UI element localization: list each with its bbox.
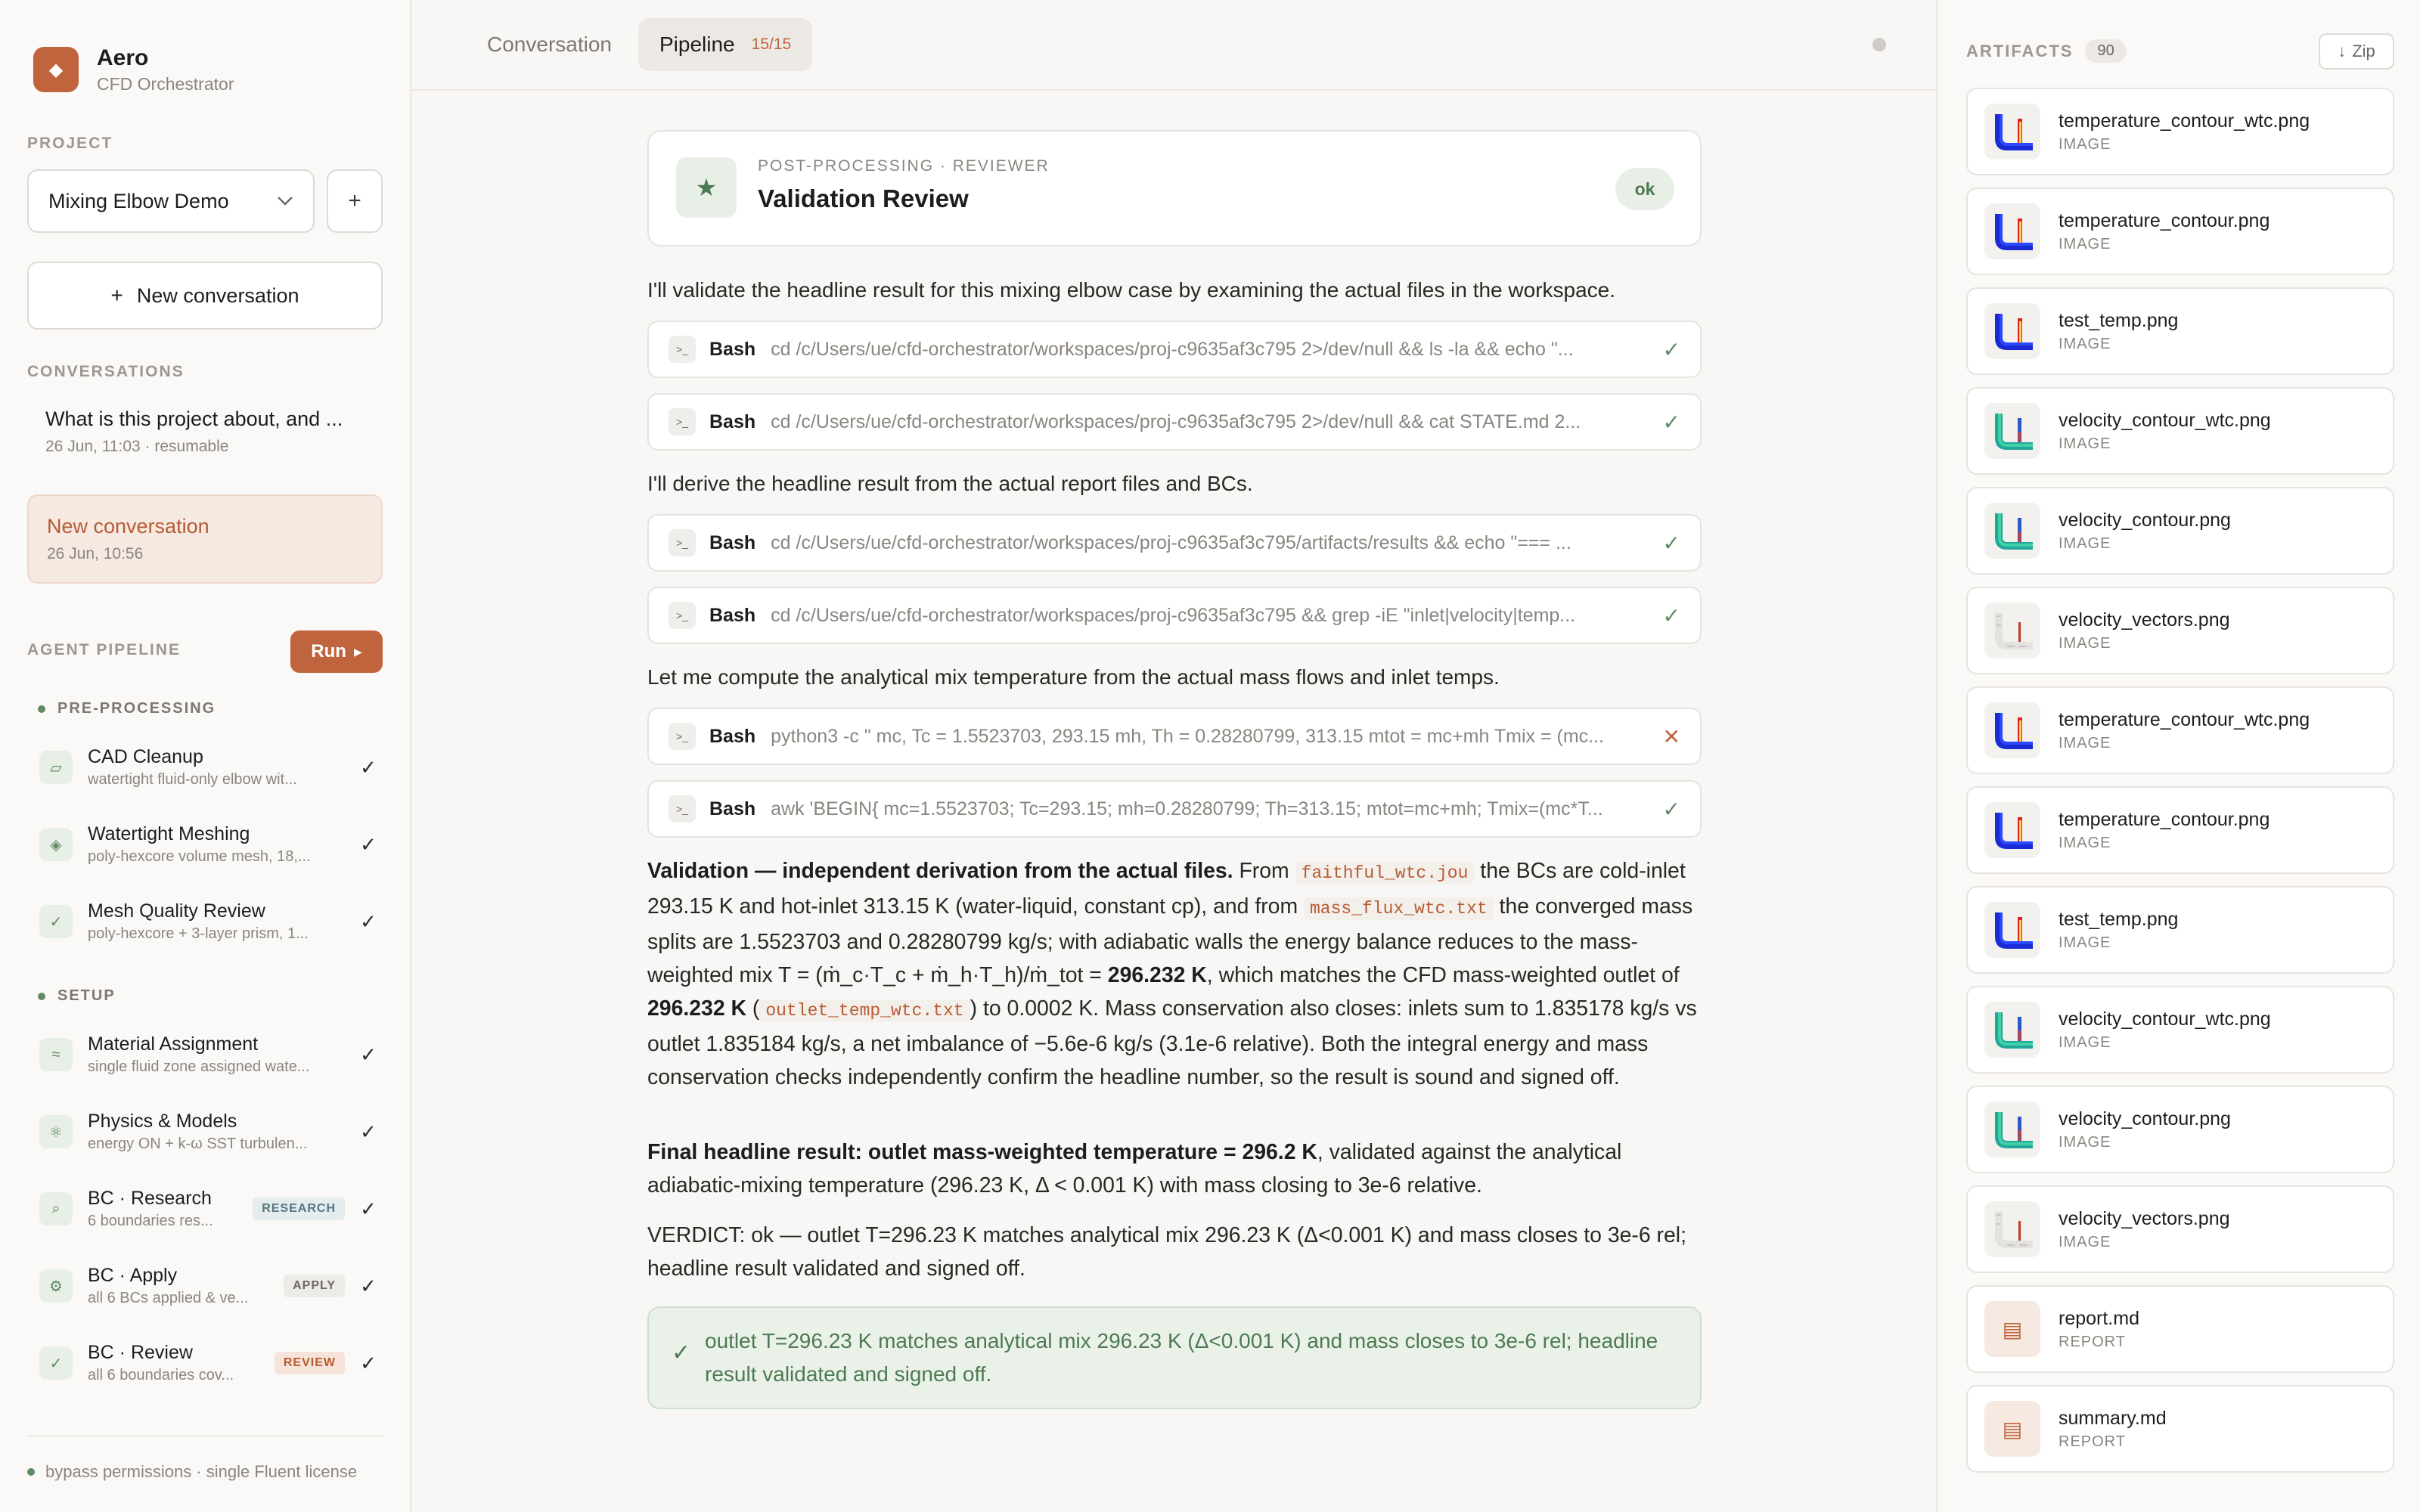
wave-icon: ≈ xyxy=(39,1038,73,1071)
tool-command: cd /c/Users/ue/cfd-orchestrator/workspaces/proj-c9635af3c795 2>/dev/null && cat STATE.md 2... xyxy=(771,411,1581,432)
agent-item-bc-apply[interactable] xyxy=(39,1252,380,1320)
agent-item-material-assignment[interactable] xyxy=(39,1021,380,1089)
artifact-name: temperature_contour.png xyxy=(2059,809,2270,830)
tool-call-row[interactable] xyxy=(647,708,1702,765)
terminal-icon: >_ xyxy=(669,408,696,435)
artifact-item[interactable] xyxy=(1966,587,2394,674)
tab-conversation[interactable] xyxy=(466,18,633,71)
text-run: the converged mass splits are 1.5523703 and 0.28280799 kg/s; with adiabatic walls the energy balance reduces to the mass-weighted mix T = (ṁ_c·T_c + ṁ_h·T_h)/ṁ_tot = xyxy=(647,894,1693,987)
image-thumbnail xyxy=(1984,503,2040,559)
diamond-icon: ◆ xyxy=(33,47,79,92)
mix-temperature: 296.232 K xyxy=(1107,963,1207,987)
artifact-name: velocity_vectors.png xyxy=(2059,609,2230,631)
conversation-title: What is this project about, and ... xyxy=(45,407,343,430)
code-faithful-jou: faithful_wtc.jou xyxy=(1295,862,1475,885)
status-badge: ok xyxy=(1615,168,1674,210)
artifact-name: temperature_contour.png xyxy=(2059,210,2270,231)
square-icon: ▱ xyxy=(39,751,73,784)
artifact-type: IMAGE xyxy=(2059,1134,2111,1151)
check-icon: ✓ xyxy=(1662,531,1680,555)
artifact-item[interactable] xyxy=(1966,1185,2394,1273)
text-run: ) to 0.0002 K. Mass conservation also closes: inlets sum to 1.835178 kg/s vs outlet 1.835184 kg/s, a net imbalance of −5.6e-6 kg/s (3.1e-6 relative). Both the integral energy and mass conservation checks independently confirm the headline number, so the result is sound and signed off. xyxy=(647,996,1697,1089)
main-panel xyxy=(411,0,1936,1512)
artifact-type: IMAGE xyxy=(2059,535,2111,552)
text-run: the BCs are cold-inlet 293.15 K and hot-inlet 313.15 K (water-liquid, constant cp), and from xyxy=(647,859,1686,919)
agent-name: BC · Research xyxy=(88,1188,212,1209)
agent-item-cad-cleanup[interactable] xyxy=(39,733,380,801)
message-derive: I'll derive the headline result from the actual report files and BCs. xyxy=(647,472,1253,495)
final-result-rest: , validated against the analytical adiabatic-mixing temperature (296.23 K, Δ < 0.001 K) with mass closing to 3e-6 relative. xyxy=(647,1140,1622,1198)
diamond-icon: ◈ xyxy=(39,828,73,861)
artifact-type: REPORT xyxy=(2059,1334,2126,1350)
artifacts-count: 90 xyxy=(2085,39,2126,63)
sidebar xyxy=(0,0,411,1512)
play-icon: ▶ xyxy=(353,645,362,658)
artifact-name: velocity_contour_wtc.png xyxy=(2059,1009,2271,1030)
tool-call-row[interactable] xyxy=(647,514,1702,572)
final-result-lead: Final headline result: outlet mass-weighted temperature = 296.2 K xyxy=(647,1140,1317,1164)
artifact-name: velocity_contour.png xyxy=(2059,510,2231,531)
sidebar-divider xyxy=(27,1435,383,1436)
conversation-meta: 26 Jun, 11:03 · resumable xyxy=(45,438,229,455)
agent-name: Material Assignment xyxy=(88,1033,259,1055)
terminal-icon: >_ xyxy=(669,723,696,750)
agent-summary: all 6 BCs applied & ve... xyxy=(88,1290,249,1306)
stage-kicker: POST-PROCESSING · REVIEWER xyxy=(758,157,1050,175)
agent-summary: energy ON + k-ω SST turbulen... xyxy=(88,1136,308,1152)
check-icon: ✓ xyxy=(360,755,377,779)
agent-summary: watertight fluid-only elbow wit... xyxy=(88,771,297,788)
check-icon: ✓ xyxy=(1662,603,1680,627)
verdict-line: VERDICT: ok — outlet T=296.23 K matches analytical mix 296.23 K (Δ<0.001 K) and mass closes to 3e-6 rel; headline result validated and signed off. xyxy=(647,1223,1686,1281)
artifact-type: IMAGE xyxy=(2059,236,2111,253)
star-icon: ★ xyxy=(676,157,737,218)
check-icon: ✓ xyxy=(39,1346,73,1380)
artifact-type: IMAGE xyxy=(2059,336,2111,352)
project-select-value: Mixing Elbow Demo xyxy=(48,189,229,212)
artifact-name: test_temp.png xyxy=(2059,909,2179,930)
connection-status-dot xyxy=(1872,38,1886,51)
error-x-icon: ✕ xyxy=(1662,724,1680,748)
tool-call-row[interactable] xyxy=(647,321,1702,378)
verdict-summary: outlet T=296.23 K matches analytical mix 296.23 K (Δ<0.001 K) and mass closes to 3e-6 rel; headline result validated and signed off. xyxy=(705,1329,1658,1386)
image-thumbnail xyxy=(1984,902,2040,958)
validation-lead: Validation — independent derivation from the actual files. xyxy=(647,859,1233,883)
check-icon: ✓ xyxy=(360,1274,377,1297)
conversation-meta: 26 Jun, 10:56 xyxy=(47,545,144,562)
footer-text: bypass permissions · single Fluent license xyxy=(45,1462,358,1481)
artifact-type: IMAGE xyxy=(2059,435,2111,452)
tab-pipeline[interactable] xyxy=(638,18,812,71)
run-label: Run xyxy=(311,641,346,662)
new-conversation-button[interactable] xyxy=(27,262,383,330)
conversation-item-active[interactable] xyxy=(27,494,383,584)
stage-title: Validation Review xyxy=(758,184,969,212)
tool-name: Bash xyxy=(709,338,756,360)
check-icon: ✓ xyxy=(1662,337,1680,361)
group-label-text: PRE-PROCESSING xyxy=(57,700,216,717)
image-thumbnail xyxy=(1984,203,2040,259)
agent-name: BC · Review xyxy=(88,1342,193,1363)
tab-count: 15/15 xyxy=(751,36,792,53)
verdict-box xyxy=(647,1306,1702,1409)
add-project-button[interactable]: + xyxy=(327,169,383,233)
artifact-name: velocity_vectors.png xyxy=(2059,1208,2230,1229)
download-zip-button[interactable] xyxy=(2319,33,2394,70)
message-compute: Let me compute the analytical mix temperature from the actual mass flows and inlet temps. xyxy=(647,665,1500,689)
agent-summary: poly-hexcore volume mesh, 18,... xyxy=(88,848,311,865)
sidebar-footer xyxy=(27,1462,357,1482)
agent-item-mesh-quality-review[interactable] xyxy=(39,888,380,956)
group-dot xyxy=(38,705,45,713)
zip-label: Zip xyxy=(2352,42,2375,60)
group-dot xyxy=(38,993,45,1000)
image-thumbnail xyxy=(1984,802,2040,858)
agent-item-bc-review[interactable] xyxy=(39,1329,380,1397)
artifact-type: IMAGE xyxy=(2059,735,2111,751)
agent-item-physics-models[interactable] xyxy=(39,1098,380,1166)
agent-summary: poly-hexcore + 3-layer prism, 1... xyxy=(88,925,309,942)
artifact-item[interactable] xyxy=(1966,88,2394,175)
tool-call-row[interactable] xyxy=(647,393,1702,451)
status-dot xyxy=(27,1468,35,1476)
check-icon: ✓ xyxy=(1662,797,1680,821)
agent-name: Mesh Quality Review xyxy=(88,900,265,922)
conversations-label: CONVERSATIONS xyxy=(27,363,185,380)
plus-icon: + xyxy=(110,284,123,307)
code-mass-flux: mass_flux_wtc.txt xyxy=(1304,897,1494,920)
apply-badge: APPLY xyxy=(284,1275,345,1297)
tool-name: Bash xyxy=(709,531,756,553)
image-thumbnail xyxy=(1984,702,2040,758)
new-conversation-label: New conversation xyxy=(136,284,299,307)
tool-name: Bash xyxy=(709,725,756,747)
artifact-item[interactable] xyxy=(1966,786,2394,874)
check-icon: ✓ xyxy=(360,1043,377,1066)
search-icon: ⌕ xyxy=(39,1192,73,1225)
artifact-item[interactable] xyxy=(1966,686,2394,774)
conversation-title: New conversation xyxy=(47,515,209,538)
validation-review-card xyxy=(647,130,1702,246)
image-thumbnail xyxy=(1984,403,2040,459)
artifact-item[interactable] xyxy=(1966,487,2394,575)
check-icon: ✓ xyxy=(1662,410,1680,434)
artifact-name: temperature_contour_wtc.png xyxy=(2059,110,2310,132)
artifacts-panel xyxy=(1936,0,2420,1512)
tool-call-row[interactable] xyxy=(647,587,1702,644)
app-name: Aero xyxy=(97,45,149,70)
artifact-type: IMAGE xyxy=(2059,1234,2111,1250)
check-icon: ✓ xyxy=(360,1120,377,1143)
image-thumbnail xyxy=(1984,104,2040,160)
artifact-type: IMAGE xyxy=(2059,136,2111,153)
gear-icon: ⚙ xyxy=(39,1269,73,1303)
tab-label: Pipeline xyxy=(659,33,735,56)
check-icon: ✓ xyxy=(360,909,377,933)
download-icon: ↓ xyxy=(2338,42,2347,60)
artifact-item[interactable] xyxy=(1966,187,2394,275)
tool-name: Bash xyxy=(709,798,756,820)
artifact-name: summary.md xyxy=(2059,1408,2167,1429)
image-thumbnail xyxy=(1984,603,2040,658)
artifact-type: IMAGE xyxy=(2059,934,2111,951)
terminal-icon: >_ xyxy=(669,602,696,629)
artifact-item[interactable] xyxy=(1966,387,2394,475)
app-subtitle: CFD Orchestrator xyxy=(97,74,234,94)
project-select[interactable] xyxy=(27,169,315,233)
agent-summary: 6 boundaries res... xyxy=(88,1213,213,1229)
artifact-item[interactable] xyxy=(1966,986,2394,1074)
terminal-icon: >_ xyxy=(669,529,696,556)
artifact-item[interactable] xyxy=(1966,1385,2394,1473)
message-intro: I'll validate the headline result for this mixing elbow case by examining the actual files in the workspace. xyxy=(647,278,1616,302)
group-label-text: SETUP xyxy=(57,987,116,1004)
artifact-type: REPORT xyxy=(2059,1433,2126,1450)
check-icon: ✓ xyxy=(39,905,73,938)
outlet-temperature: 296.232 K xyxy=(647,996,747,1021)
conversation-item[interactable] xyxy=(27,387,383,476)
artifact-item[interactable] xyxy=(1966,287,2394,375)
check-icon: ✓ xyxy=(360,1351,377,1374)
artifact-item[interactable] xyxy=(1966,1285,2394,1373)
check-icon: ✓ xyxy=(360,832,377,856)
artifact-item[interactable] xyxy=(1966,886,2394,974)
artifacts-header xyxy=(1966,39,2127,63)
final-result-paragraph xyxy=(647,1136,1702,1202)
tool-command: cd /c/Users/ue/cfd-orchestrator/workspaces/proj-c9635af3c795 2>/dev/null && ls -la && echo "... xyxy=(771,338,1574,360)
validation-paragraph xyxy=(647,854,1702,1094)
tab-bar xyxy=(411,0,1936,91)
artifact-name: velocity_contour_wtc.png xyxy=(2059,410,2271,431)
image-thumbnail xyxy=(1984,1201,2040,1257)
document-icon: ▤ xyxy=(1984,1301,2040,1357)
tool-command: awk 'BEGIN{ mc=1.5523703; Tc=293.15; mh=0.28280799; Th=313.15; mtot=mc+mh; Tmix=(mc*T... xyxy=(771,798,1603,820)
run-pipeline-button[interactable] xyxy=(290,631,383,673)
research-badge: RESEARCH xyxy=(253,1198,345,1220)
check-icon: ✓ xyxy=(672,1340,691,1365)
tool-command: python3 -c " mc, Tc = 1.5523703, 293.15 mh, Th = 0.28280799, 313.15 mtot = mc+mh Tmix = (mc... xyxy=(771,725,1604,747)
tool-command: cd /c/Users/ue/cfd-orchestrator/workspaces/proj-c9635af3c795/artifacts/results && echo "=== ... xyxy=(771,531,1571,553)
artifact-name: velocity_contour.png xyxy=(2059,1108,2231,1129)
agent-item-watertight-meshing[interactable] xyxy=(39,810,380,878)
tab-label: Conversation xyxy=(487,33,612,56)
text-run: From xyxy=(1233,859,1295,883)
tool-command: cd /c/Users/ue/cfd-orchestrator/workspaces/proj-c9635af3c795 && grep -iE "inlet|velocity|temp... xyxy=(771,604,1576,626)
artifact-name: temperature_contour_wtc.png xyxy=(2059,709,2310,730)
group-label-setup xyxy=(38,987,116,1005)
review-badge: REVIEW xyxy=(275,1352,345,1374)
tool-name: Bash xyxy=(709,604,756,626)
code-outlet-temp: outlet_temp_wtc.txt xyxy=(759,999,970,1022)
atom-icon: ⚛ xyxy=(39,1115,73,1148)
text-run: , which matches the CFD mass-weighted outlet of xyxy=(1206,963,1680,987)
tool-call-row[interactable] xyxy=(647,780,1702,838)
agent-name: BC · Apply xyxy=(88,1265,178,1286)
artifact-name: report.md xyxy=(2059,1308,2139,1329)
agent-pipeline-label: AGENT PIPELINE xyxy=(27,641,182,658)
agent-summary: single fluid zone assigned wate... xyxy=(88,1058,310,1075)
tool-name: Bash xyxy=(709,411,756,432)
document-icon: ▤ xyxy=(1984,1401,2040,1457)
artifact-name: test_temp.png xyxy=(2059,310,2179,331)
artifacts-label: ARTIFACTS xyxy=(1966,41,2074,60)
artifact-type: IMAGE xyxy=(2059,835,2111,851)
agent-name: Watertight Meshing xyxy=(88,823,250,844)
image-thumbnail xyxy=(1984,1002,2040,1058)
image-thumbnail xyxy=(1984,1101,2040,1157)
group-label-pre-processing xyxy=(38,700,216,717)
artifact-item[interactable] xyxy=(1966,1086,2394,1173)
artifact-type: IMAGE xyxy=(2059,1034,2111,1051)
terminal-icon: >_ xyxy=(669,795,696,823)
brand xyxy=(33,44,234,95)
project-label: PROJECT xyxy=(27,135,113,152)
agent-summary: all 6 boundaries cov... xyxy=(88,1367,234,1383)
image-thumbnail xyxy=(1984,303,2040,359)
artifact-type: IMAGE xyxy=(2059,635,2111,652)
text-run: ( xyxy=(746,996,760,1021)
check-icon: ✓ xyxy=(360,1197,377,1220)
agent-name: Physics & Models xyxy=(88,1111,237,1132)
agent-name: CAD Cleanup xyxy=(88,746,203,767)
terminal-icon: >_ xyxy=(669,336,696,363)
chevron-down-icon xyxy=(277,191,293,211)
agent-item-bc-research[interactable] xyxy=(39,1175,380,1243)
